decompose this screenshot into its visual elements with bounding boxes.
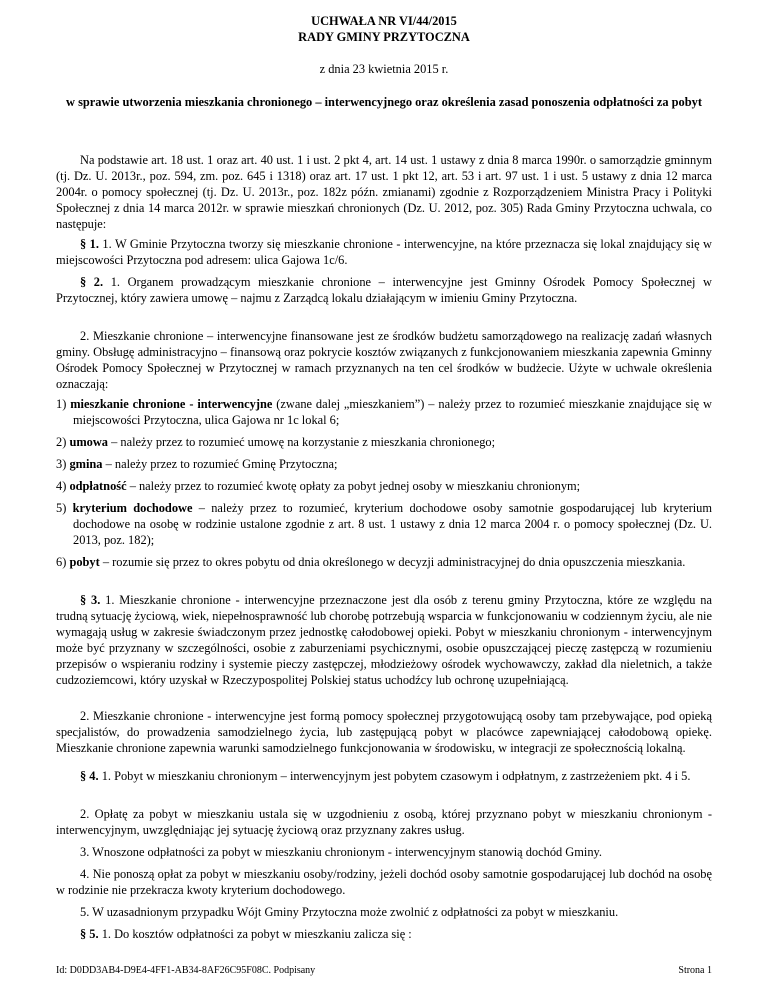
definition-term: umowa [69,435,108,449]
definition-text: – należy przez to rozumieć, kryterium dochodowe osoby samotnie gospodarującej lub kryterium dochodowe na osobę w rodzinie ustalone zgodnie z art. 8 ust. 1 ustawy z dnia 12 marca 2004 r. o pomocy społecznej (Dz. U. 2013, poz. 182); [73,501,712,547]
definition-item [56,396,712,428]
section-5-para-1 [56,926,712,942]
resolution-subject: w sprawie utworzenia mieszkania chronionego – interwencyjnego oraz określenia zasad ponoszenia odpłatności za pobyt [66,95,702,109]
definition-number: 3) [56,457,67,471]
section-4-para-5: 5. W uzasadnionym przypadku Wójt Gminy Przytoczna może zwolnić z odpłatności za pobyt w mieszkaniu. [80,905,619,919]
definition-term: odpłatność [69,479,127,493]
definition-number: 5) [56,501,67,515]
section-2-text-1: 1. Organem prowadzącym mieszkanie chronione – interwencyjne jest Gminny Ośrodek Pomocy Społecznej w Przytocznej, który zawiera umowę – najmu z Zarządcą lokalu działającym w imieniu Gminy Przytoczna. [56,275,712,305]
section-3-para-2: 2. Mieszkanie chronione - interwencyjne jest formą pomocy społecznej przygotowującą osoby tam przebywające, pod opieką specjalistów, do prowadzenia samodzielnego życia, lub zastępującą pobyt w placówce zapewniającej całodobową opiekę. Mieszkanie chronione zapewnia warunki samodzielnego funkcjonowania w środowisku, w integracji ze społecznością lokalną. [56,709,712,755]
definition-number: 2) [56,435,67,449]
definition-term: mieszkanie chronione - interwencyjne [70,397,273,411]
section-4-para-3: 3. Wnoszone odpłatności za pobyt w mieszkaniu chronionym - interwencyjnym stanowią dochód Gminy. [80,845,603,859]
section-1-mark: § 1. [80,237,99,251]
definition-term: pobyt [69,555,100,569]
section-2-para-2: 2. Mieszkanie chronione – interwencyjne finansowane jest ze środków budżetu samorządowego na realizację zadań własnych gminy. Obsługę administracyjno – finansową oraz pokrycie kosztów związanych z funkcjonowaniem mieszkania zapewnia Gminny Ośrodek Pomocy Społecznej w Przytocznej w ramach przyznanych na ten cel środków w budżecie. Użyte w uchwale określenia oznaczają: [56,329,712,391]
definition-text: (zwane dalej „mieszkaniem”) – należy przez to rozumieć mieszkanie znajdujące się w miejscowości Przytoczna, ulica Gajowa nr 1c lokal 6; [73,397,712,427]
section-5-text-1: 1. Do kosztów odpłatności za pobyt w mieszkaniu zalicza się : [101,927,412,941]
document-id: Id: D0DD3AB4-D9E4-4FF1-AB34-8AF26C95F08C. Podpisany [56,965,316,976]
definition-text: – należy przez to rozumieć umowę na korzystanie z mieszkania chronionego; [108,435,496,449]
definition-number: 1) [56,397,67,411]
section-3-para-1 [56,592,712,688]
definition-item [56,434,712,450]
page-number: Strona 1 [678,965,712,976]
section-5-mark: § 5. [80,927,99,941]
resolution-date: z dnia 23 kwietnia 2015 r. [319,62,449,76]
section-4-para-2: 2. Opłatę za pobyt w mieszkaniu ustala się w uzgodnieniu z osobą, której przyznano pobyt w mieszkaniu chronionym - interwencyjnym, uwzględniając jej sytuację życiową oraz przyznany zakres usług. [56,807,712,837]
definition-number: 4) [56,479,67,493]
section-4-para-4: 4. Nie ponoszą opłat za pobyt w mieszkaniu osoby/rodziny, jeżeli dochód osoby samotnie gospodarującej lub dochód na osobę w rodzinie nie przekracza kwoty kryterium dochodowego. [56,867,712,897]
council-name: RADY GMINY PRZYTOCZNA [298,30,470,44]
definition-item [56,478,712,494]
section-4-text-1: 1. Pobyt w mieszkaniu chronionym – interwencyjnym jest pobytem czasowym i odpłatnym, z zastrzeżeniem pkt. 4 i 5. [101,769,691,783]
section-4-para-1 [56,768,712,784]
resolution-number: UCHWAŁA NR VI/44/2015 [311,14,457,28]
definition-text: – należy przez to rozumieć Gminę Przytoczna; [102,457,338,471]
definition-term: gmina [69,457,103,471]
section-1-text: 1. W Gminie Przytoczna tworzy się mieszkanie chronione - interwencyjne, na które przeznacza się lokal znajdujący się w miejscowości Przytoczna pod adresem: ulica Gajowa 1c/6. [56,237,712,267]
section-2-para-1 [56,274,712,306]
definition-term: kryterium dochodowe [72,501,193,515]
section-3-text-1: 1. Mieszkanie chronione - interwencyjne przeznaczone jest dla osób z terenu gminy Przytoczna, które ze względu na trudną sytuację życiową, wiek, niepełnosprawność lub chorobę potrzebują wsparcia w funkcjonowaniu w codziennym życiu, ale nie wymagają usług w zakresie świadczonym przez jednostkę całodobowej opieki. Pobyt w mieszkaniu chronionym - interwencyjnym może być przyznany w szczególności, osobie z zaburzeniami psychicznymi, osobie opuszczającej pieczę zastępczą w rozumieniu przepisów o wspieraniu rodziny i systemie pieczy zastępczej, młodzieżowy ośrodek wychowawczy, zakład dla nieletnich, a także cudzoziemcowi, który uzyskał w Rzeczypospolitej Polskiej status uchodźcy lub ochronę uzupełniającą. [56,593,712,687]
definition-item [56,456,712,472]
definition-item [56,500,712,548]
definition-item [56,554,712,570]
section-1 [56,236,712,268]
definition-number: 6) [56,555,67,569]
preamble: Na podstawie art. 18 ust. 1 oraz art. 40 ust. 1 i ust. 2 pkt 4, art. 14 ust. 1 ustawy z dnia 8 marca 1990r. o samorządzie gminnym (tj. Dz. U. 2013r., poz. 594, zm. poz. 645 i 1318) oraz art. 17 ust. 1 pkt 12, art. 53 i art. 97 ust. 1 i ust. 5 ustawy z dnia 12 marca 2004r. o pomocy społecznej (tj. Dz. U. 2013r., poz. 182z późn. zmianami) zgodnie z Rozporządzeniem Ministra Pracy i Polityki Społecznej z dnia 14 marca 2012r. w sprawie mieszkań chronionych (Dz. U. 2012, poz. 305) Rada Gminy Przytoczna uchwala, co następuje: [56,153,712,231]
section-4-mark: § 4. [80,769,99,783]
definition-text: – rozumie się przez to okres pobytu od dnia określonego w decyzji administracyjnej do dnia opuszczenia mieszkania. [99,555,686,569]
definition-text: – należy przez to rozumieć kwotę opłaty za pobyt jednej osoby w mieszkaniu chronionym; [126,479,581,493]
section-3-mark: § 3. [80,593,101,607]
section-2-mark: § 2. [80,275,104,289]
